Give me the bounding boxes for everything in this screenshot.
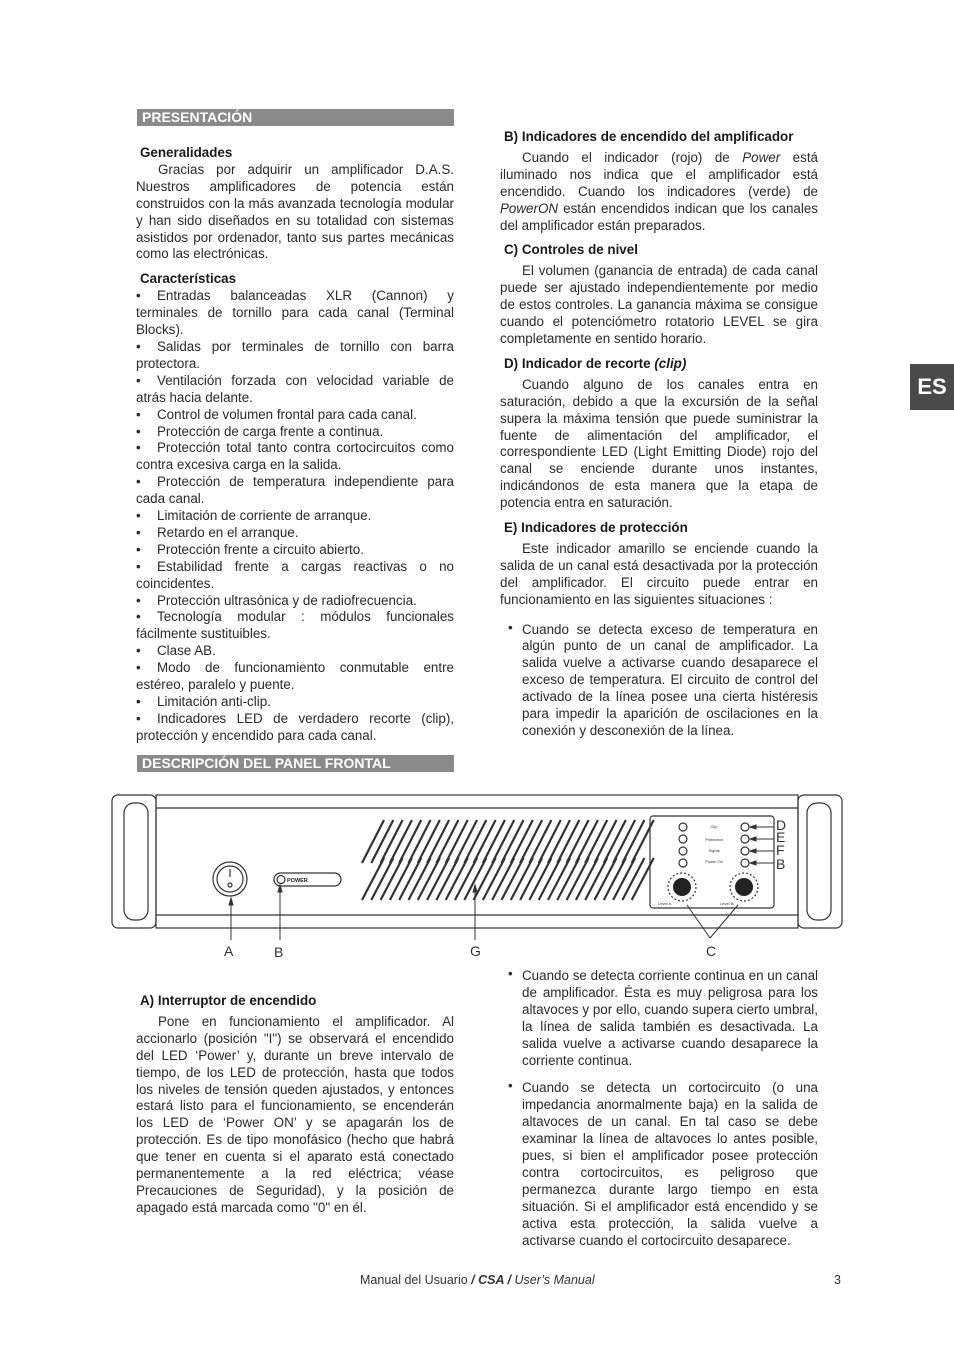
power-switch xyxy=(213,862,247,896)
text: D) Indicador de recorte xyxy=(504,355,655,371)
vent-slot xyxy=(474,820,496,863)
heading-generalidades: Generalidades xyxy=(140,145,233,160)
bullet-dot: • xyxy=(508,1078,513,1094)
bullet-dot: • xyxy=(136,406,141,422)
feature-text: Limitación de corriente de arranque. xyxy=(157,508,372,524)
bullet-dot: • xyxy=(508,619,513,635)
vent-slot xyxy=(529,820,551,863)
bottom-right-column xyxy=(500,968,818,1250)
text: Manual del Usuario xyxy=(360,1273,472,1287)
vent-slot xyxy=(613,820,635,863)
bullet-dot: • xyxy=(136,288,141,304)
vent-slot xyxy=(529,858,551,900)
vent-slot xyxy=(371,820,393,863)
feature-text: Salidas por terminales de tornillo con barra protectora. xyxy=(136,338,454,371)
vent-slot xyxy=(622,858,644,900)
vent-slot xyxy=(399,858,421,900)
vent-slot xyxy=(548,858,570,900)
heading-c: C) Controles de nivel xyxy=(504,242,638,258)
text: (clip) xyxy=(654,355,687,371)
callout-a: A xyxy=(224,943,234,959)
feature-item xyxy=(136,694,454,711)
callout-c: C xyxy=(706,943,717,959)
bullet-dot: • xyxy=(136,440,141,456)
vent-slot xyxy=(492,820,514,863)
vent-slot xyxy=(548,820,570,863)
letter-e: E xyxy=(776,829,786,845)
vent-slot xyxy=(557,820,579,863)
vent-slot xyxy=(585,858,607,900)
feature-text: Protección de temperatura independiente para cada canal. xyxy=(136,474,454,507)
paragraph-a: Pone en funcionamiento el amplificador. Al accionarlo (posición "I") se observará el encendido del LED ‘Power’ y, durante un breve intervalo de tiempo, de los LED de protección, hasta que todos los niveles de tensión queden ajustados, y entonces estará listo para el funcionamiento, se encenderán los LED de ‘Power ON’ y se apagarán los de protección. Es de tipo monofásico (hecho que habrá que tener en cuenta si el aparato está conectado permanentemente a la red eléctrica; véase Precauciones de Seguridad), y la posición de apagado está marcada como "0" en él. xyxy=(136,1013,454,1215)
bullet-short-circuit xyxy=(500,1080,818,1249)
feature-text: Protección ultrasónica y de radiofrecuencia. xyxy=(157,592,417,608)
paragraph-generalidades: Gracias por adquirir un amplificador D.A.S. Nuestros amplificadores de potencia están construidos con la más avanzada tecnología modular y han sido diseñados en su totalidad con sistemas asistidos por ordenador, tanto sus partes mecánicas como las electrónicas. xyxy=(136,161,454,262)
vent-slot xyxy=(390,858,412,900)
bullet-dot: • xyxy=(136,710,141,726)
vent-slot xyxy=(502,858,524,900)
feature-list xyxy=(136,288,454,744)
vent-slot xyxy=(474,858,496,900)
vent-slot xyxy=(446,858,468,900)
vent-slot xyxy=(436,820,458,863)
heading-e: E) Indicadores de protección xyxy=(504,520,688,536)
vent-slot xyxy=(362,820,384,863)
vent-slot xyxy=(483,820,505,863)
vent-slot xyxy=(539,858,561,900)
vent-slot xyxy=(418,820,440,863)
paragraph-d: Cuando alguno de los canales entra en saturación, debido a que la excursión de la señal supera la máxima tensión que puede suministrar la fuente de alimentación del amplificador, el correspondiente LED (Light Emitting Diode) rojo del canal se enciende durante unos instantes, indicándonos de esta manera que la etapa de potencia entra en saturación. xyxy=(500,376,818,511)
vent-slot xyxy=(567,820,589,863)
heading-a: A) Interruptor de encendido xyxy=(140,993,317,1008)
text: Power xyxy=(742,149,781,165)
feature-text: Tecnología modular : módulos funcionales fácilmente sustituibles. xyxy=(136,609,454,642)
vent-slot xyxy=(595,858,617,900)
vent-slot xyxy=(418,858,440,900)
bullet-temperature xyxy=(500,619,818,740)
vent-slot xyxy=(427,858,449,900)
callout-g: G xyxy=(470,943,481,959)
bullet-dc xyxy=(500,968,818,1069)
level-a-label: Level A xyxy=(658,901,672,906)
bullet-dot: • xyxy=(136,474,141,490)
vent-slot xyxy=(613,858,635,900)
left-column xyxy=(136,109,454,772)
vent-slot xyxy=(511,820,533,863)
text: Cuando se detecta exceso de temperatura en algún punto de un canal de amplificador. La salida vuelve a activarse cuando desaparece el exceso de temperatura. El circuito de control del activado de la línea posee una cierta histéresis para impedir la aparición de oscilaciones en la conexión y desconexión de la línea. xyxy=(522,621,818,738)
vent-slot xyxy=(409,820,431,863)
vent-slot xyxy=(585,820,607,863)
text: está iluminado nos indica que el amplificador está encendido. Cuando los indicadores (verde) de xyxy=(500,149,818,199)
text: Cuando el indicador (rojo) de xyxy=(522,149,743,165)
feature-text: Entradas balanceadas XLR (Cannon) y terminales de tornillo para cada canal (Terminal Blocks). xyxy=(136,288,454,338)
feature-item xyxy=(136,288,454,339)
bullet-dot: • xyxy=(508,966,513,981)
vent-slot xyxy=(362,858,384,900)
letter-b: B xyxy=(776,856,786,872)
bullet-dot: • xyxy=(136,372,141,388)
led-label-power-on: Power On xyxy=(705,859,723,864)
feature-item xyxy=(136,525,454,542)
feature-item xyxy=(136,373,454,407)
vent-slot xyxy=(464,820,486,863)
feature-text: Protección de carga frente a continua. xyxy=(157,423,384,439)
bullet-dot: • xyxy=(136,660,141,676)
language-tab: ES xyxy=(910,364,954,410)
rack-ear-left xyxy=(112,795,156,928)
heading-b: B) Indicadores de encendido del amplificador xyxy=(504,129,794,144)
callout-b: B xyxy=(274,944,284,960)
level-b-label: Level B xyxy=(720,901,734,906)
vent-slot xyxy=(604,858,626,900)
text: Cuando se detecta corriente continua en un canal de amplificador. Ésta es muy peligrosa para los altavoces y por ello, cuando supera cierto umbral, la línea de salida también es desactivada. La salida vuelve a activarse cuando desaparece la corriente continua. xyxy=(522,968,818,1068)
feature-text: Protección total tanto contra cortocircuitos como contra excesiva carga en la salida. xyxy=(136,440,454,473)
bullet-dot: • xyxy=(136,558,141,574)
footer-title xyxy=(360,1273,595,1287)
vent-slot xyxy=(604,820,626,863)
text: Cuando se detecta un cortocircuito (o una impedancia anormalmente baja) en la salida de altavoces de un canal. En tal caso se debe examinar la línea de altavoces lo antes posible, pues, si bien el amplificador posee protección contra cortocircuitos, es peligroso que permanezca durante largo tiempo en esta situación. Si el amplificador está encendido y se activa esta protección, la salida vuelve a activarse cuando el cortocircuito desaparece. xyxy=(522,1080,818,1248)
feature-item xyxy=(136,508,454,525)
letter-f: F xyxy=(776,842,785,858)
feature-text: Control de volumen frontal para cada canal. xyxy=(157,406,417,422)
power-label: POWER xyxy=(287,878,308,884)
paragraph-c: El volumen (ganancia de entrada) de cada canal puede ser ajustado independientemente por medio de estos controles. La ganancia máxima se consigue cuando el potenciómetro rotatorio LEVEL se gira completamente en sentido horario. xyxy=(500,263,818,346)
feature-text: Protección frente a circuito abierto. xyxy=(157,541,364,557)
feature-text: Ventilación forzada con velocidad variable de atrás hacia delante. xyxy=(136,372,454,405)
bullet-dot: • xyxy=(136,694,141,709)
vent-slot xyxy=(511,858,533,900)
feature-item xyxy=(136,593,454,610)
feature-text: Retardo en el arranque. xyxy=(157,524,299,540)
vent-slot xyxy=(390,820,412,863)
heading-d xyxy=(500,356,818,373)
vent-slot xyxy=(381,858,403,900)
feature-item xyxy=(136,424,454,441)
vent-slot xyxy=(520,820,542,863)
bullet-dot: • xyxy=(136,609,141,625)
feature-item xyxy=(136,559,454,593)
vent-slot xyxy=(539,820,561,863)
feature-text: Indicadores LED de verdadero recorte (clip), protección y encendido para cada canal. xyxy=(136,710,454,743)
vent-slot xyxy=(502,820,524,863)
vent-slot xyxy=(455,858,477,900)
bullet-dot: • xyxy=(136,423,141,439)
vent-slot xyxy=(409,858,431,900)
vent-slot xyxy=(427,820,449,863)
rack-ear-right xyxy=(798,795,842,928)
paragraph-e: Este indicador amarillo se enciende cuando la salida de un canal está desactivada por la protección del amplificador. El circuito puede entrar en funcionamiento en las siguientes situaciones : xyxy=(500,540,818,607)
section-heading-panel-frontal: DESCRIPCIÓN DEL PANEL FRONTAL xyxy=(137,755,454,772)
feature-text: Clase AB. xyxy=(157,643,216,659)
vent-slot xyxy=(557,858,579,900)
vent-slot xyxy=(576,858,598,900)
vent-slot xyxy=(492,858,514,900)
page-number: 3 xyxy=(834,1273,841,1287)
vent-slot xyxy=(567,858,589,900)
feature-item xyxy=(136,542,454,559)
text: User’s Manual xyxy=(511,1273,595,1287)
feature-item xyxy=(136,474,454,508)
feature-item xyxy=(136,339,454,373)
vent-slot xyxy=(436,858,458,900)
feature-item xyxy=(136,643,454,660)
feature-item xyxy=(136,711,454,745)
vent-slot xyxy=(595,820,617,863)
vent-slot xyxy=(576,820,598,863)
vent-slot xyxy=(520,858,542,900)
bullet-dot: • xyxy=(136,592,141,608)
bullet-dot: • xyxy=(136,508,141,524)
section-heading-presentacion: PRESENTACIÓN xyxy=(137,109,454,126)
vent-slot xyxy=(371,858,393,900)
feature-item xyxy=(136,660,454,694)
front-panel-diagram xyxy=(110,790,845,962)
bullet-dot: • xyxy=(136,541,141,557)
power-led xyxy=(277,876,285,884)
feature-text: Estabilidad frente a cargas reactivas o no coincidentes. xyxy=(136,558,454,591)
feature-text: Limitación anti-clip. xyxy=(157,694,271,709)
right-column xyxy=(500,127,818,740)
text: están encendidos indican que los canales del amplificador están preparados. xyxy=(500,200,818,233)
vent-slot xyxy=(399,820,421,863)
text: PowerON xyxy=(500,200,559,216)
bullet-dot: • xyxy=(136,524,141,540)
vent-slot xyxy=(381,820,403,863)
led-label-clip: Clip xyxy=(710,824,718,829)
vent-slot xyxy=(622,820,644,863)
bullet-dot: • xyxy=(136,643,141,659)
feature-text: Modo de funcionamiento conmutable entre estéreo, paralelo y puente. xyxy=(136,660,454,693)
led-label-signal: Signal xyxy=(708,848,720,853)
heading-caracteristicas: Características xyxy=(140,271,237,287)
vent-slot xyxy=(483,858,505,900)
level-knobs xyxy=(668,873,758,901)
led-label-protection: Protection xyxy=(704,837,724,842)
rack-handle-left xyxy=(124,803,148,920)
paragraph-b xyxy=(500,150,818,235)
bullet-dot: • xyxy=(136,338,141,354)
text: / CSA / xyxy=(471,1273,511,1287)
letter-d: D xyxy=(776,817,787,833)
feature-item xyxy=(136,407,454,424)
vent-slot xyxy=(455,820,477,863)
vent-slot xyxy=(446,820,468,863)
bottom-left-column xyxy=(136,993,454,1217)
feature-item xyxy=(136,609,454,643)
rack-handle-right xyxy=(807,803,831,920)
feature-item xyxy=(136,440,454,474)
